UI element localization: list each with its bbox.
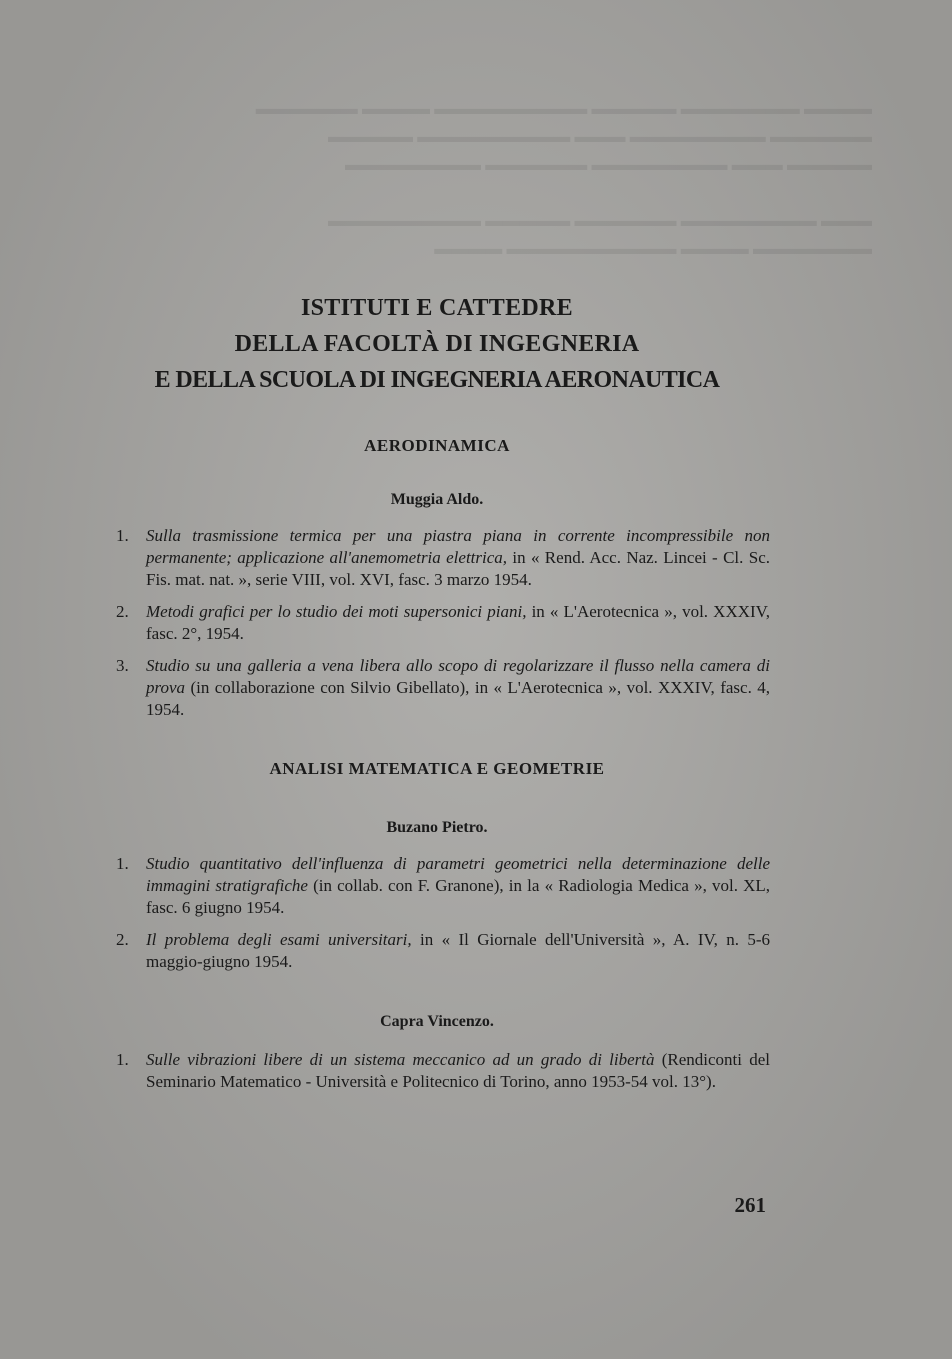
entry-citation: in « Il Giornale dell'Università », A. IV, n. 5-6 maggio-giugno 1954.: [146, 930, 770, 971]
title-line-2: DELLA FACOLTÀ DI INGEGNERIA: [234, 331, 640, 357]
entry-number: 1.: [116, 1050, 129, 1069]
entry-number: 2.: [116, 930, 129, 949]
main-content: [104, 290, 770, 1093]
author-capra: Capra Vincenzo.: [380, 1013, 494, 1030]
entry-title: Il problema degli esami universitari,: [146, 930, 412, 949]
section-title-analisi: ANALISI MATEMATICA E GEOMETRIE: [269, 759, 605, 778]
entry-number: 1.: [116, 526, 129, 545]
title-line-3: E DELLA SCUOLA DI INGEGNERIA AERONAUTICA: [154, 367, 720, 393]
entry-citation: in « L'Aerotecnica », vol. XXXIV, fasc. 2°, 1954.: [146, 602, 770, 643]
author-muggia: Muggia Aldo.: [390, 491, 484, 508]
entry-title: Metodi grafici per lo studio dei moti supersonici piani,: [146, 602, 527, 621]
page-title: [104, 290, 770, 398]
entry-title: Sulla trasmissione termica per una piastra piana in corrente incompressibile non permanente; applicazione all'anemometria elettrica,: [146, 526, 770, 567]
bibliography-entry: [104, 655, 770, 721]
show-through-texture: ▬▬▬▬ ▬▬▬▬▬▬▬ ▬▬▬▬▬ ▬▬▬▬▬▬▬▬▬ ▬▬▬▬ ▬▬▬▬▬▬ ▬▬▬▬▬▬ ▬▬▬▬▬▬▬▬ ▬▬▬ ▬▬▬▬▬▬▬▬▬ ▬▬▬▬▬ ▬▬▬▬▬ ▬▬▬ ▬▬▬▬▬▬▬▬ ▬▬▬▬▬▬ ▬▬▬▬▬▬▬▬ ▬▬▬ ▬▬▬▬▬▬▬▬ ▬▬▬▬▬▬ ▬▬▬▬▬ ▬▬▬▬▬▬▬▬▬ ▬▬▬▬▬▬▬ ▬▬▬▬ ▬▬▬▬▬▬▬▬▬▬ ▬▬▬▬: [255, 99, 872, 258]
author-buzano: Buzano Pietro.: [386, 819, 488, 836]
entry-title: Sulle vibrazioni libere di un sistema meccanico ad un grado di libertà: [146, 1050, 655, 1069]
entry-number: 3.: [116, 656, 129, 675]
page-number: 261: [734, 1193, 766, 1217]
entry-citation: (in collaborazione con Silvio Gibellato), in « L'Aerotecnica », vol. XXXIV, fasc. 4, 1954.: [146, 678, 770, 719]
bibliography-entry: [104, 929, 770, 973]
entry-citation: (in collab. con F. Granone), in la « Radiologia Medica », vol. XL, fasc. 6 giugno 1954.: [146, 876, 770, 917]
bibliography-entry: [104, 601, 770, 645]
entry-citation: (Rendiconti del Seminario Matematico - Università e Politecnico di Torino, anno 1953-54 vol. 13°).: [146, 1050, 770, 1091]
bibliography-entry: [104, 525, 770, 591]
entry-number: 2.: [116, 602, 129, 621]
entry-title: Studio su una galleria a vena libera allo scopo di regolarizzare il flusso nella camera di prova: [146, 656, 770, 697]
section-title-aerodinamica: AERODINAMICA: [364, 436, 510, 455]
title-line-1: ISTITUTI E CATTEDRE: [300, 295, 573, 321]
entry-citation: in « Rend. Acc. Naz. Lincei - Cl. Sc. Fis. mat. nat. », serie VIII, vol. XVI, fasc. 3 marzo 1954.: [146, 548, 770, 589]
bibliography-entry: [104, 1049, 770, 1093]
entry-number: 1.: [116, 854, 129, 873]
entry-title: Studio quantitativo dell'influenza di parametri geometrici nella determinazione delle immagini stratigrafiche: [146, 854, 770, 895]
bibliography-entry: [104, 853, 770, 919]
